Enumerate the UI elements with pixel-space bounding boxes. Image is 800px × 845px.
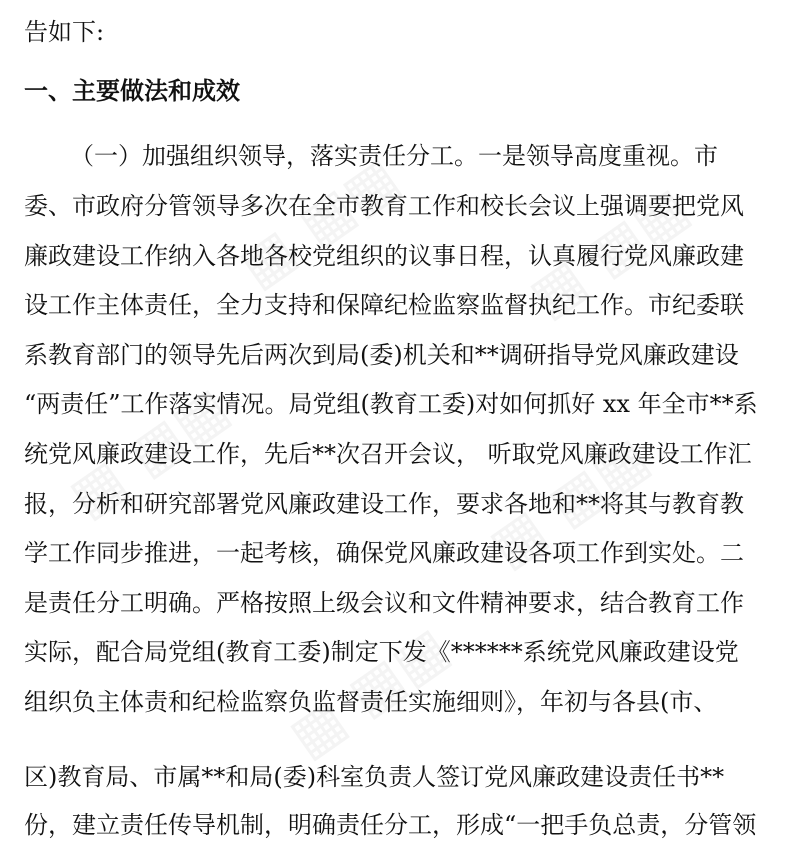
paragraph-line: 是责任分工明确。严格按照上级会议和文件精神要求，结合教育工作 xyxy=(24,589,744,617)
paragraph-line: 份，建立责任传导机制，明确责任分工，形成“一把手负总责，分管领 xyxy=(24,811,757,839)
intro-tail-text: 告如下: xyxy=(24,18,105,46)
watermark: ▦ ▦▦ xyxy=(517,174,701,331)
paragraph-line: “两责任”工作落实情况。局党组(教育工委)对如何抓好 xx 年全市**系 xyxy=(24,390,758,418)
paragraph-line: 系教育部门的领导先后两次到局(委)机关和**调研指导党风廉政建设 xyxy=(24,341,739,369)
paragraph-line: 廉政建设工作纳入各地各校党组织的议事日程，认真履行党风廉政建 xyxy=(24,242,744,270)
watermark: ▦ ▦▦ xyxy=(57,374,241,531)
paragraph-line: 组织负主体责和纪检监察负监督责任实施细则》，年初与各县(市、 xyxy=(24,688,718,716)
watermark: ▦ ▦▦ xyxy=(477,424,661,581)
paragraph-line: 学工作同步推进，一起考核，确保党风廉政建设各项工作到实处。二 xyxy=(24,539,744,567)
paragraph-line: 实际，配合局党组(教育工委)制定下发《******系统党风廉政建设党 xyxy=(24,638,739,666)
paragraph-line: 委、市政府分管领导多次在全市教育工作和校长会议上强调要把党风 xyxy=(24,192,744,220)
watermark: ▦ ▦▦ xyxy=(227,144,411,301)
paragraph-line: （一）加强组织领导，落实责任分工。一是领导高度重视。市 xyxy=(70,142,718,170)
paragraph-line: 区)教育局、市属**和局(委)科室负责人签订党风廉政建设责任书** xyxy=(24,763,725,791)
paragraph-line: 统党风廉政建设工作，先后**次召开会议， 听取党风廉政建设工作汇 xyxy=(24,440,752,468)
watermark: ▦ ▦▦ xyxy=(277,614,461,771)
paragraph-line: 设工作主体责任，全力支持和保障纪检监察监督执纪工作。市纪委联 xyxy=(24,291,744,319)
section-heading: 一、主要做法和成效 xyxy=(24,77,240,105)
paragraph-line: 报，分析和研究部署党风廉政建设工作，要求各地和**将其与教育教 xyxy=(24,490,744,518)
